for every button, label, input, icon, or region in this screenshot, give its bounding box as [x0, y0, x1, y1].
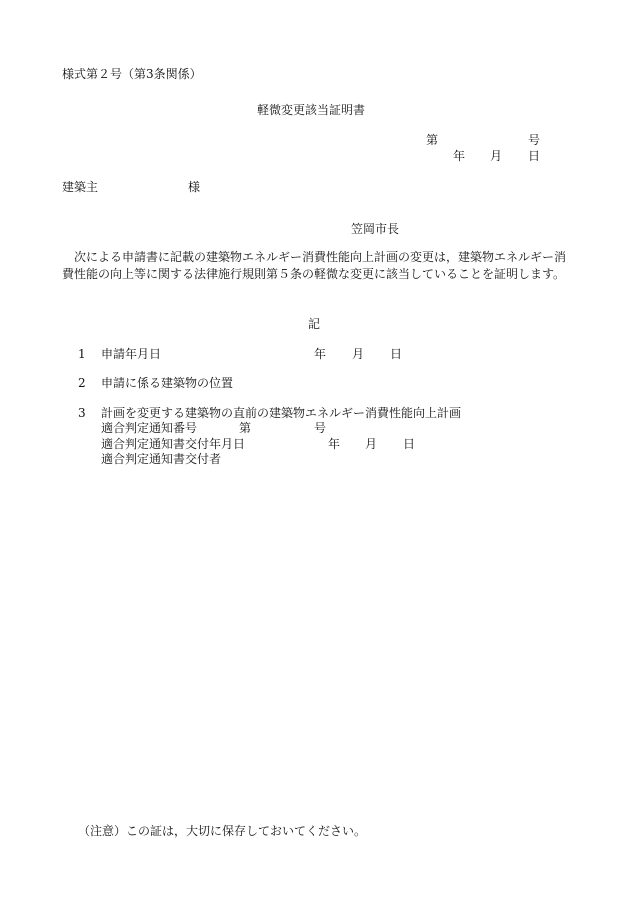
item-3-label: 計画を変更する建築物の直前の建築物エネルギー消費性能向上計画 [101, 406, 462, 420]
issue-date-label: 適合判定通知書交付年月日 [101, 437, 246, 451]
note-text: （注意）この証は，大切に保存しておいてください。 [78, 824, 367, 838]
notice-number-label: 適合判定通知番号 [101, 421, 198, 435]
issuer-label: 適合判定通知書交付者 [101, 452, 222, 466]
addressee-honorific: 様 [188, 180, 201, 194]
notice-number-prefix: 第 [239, 421, 252, 435]
document-title: 軽微変更該当証明書 [257, 103, 366, 117]
issue-date-day: 日 [403, 437, 416, 451]
date-day: 日 [528, 149, 541, 163]
item-1-number: 1 [78, 347, 86, 361]
item-2-number: 2 [78, 376, 86, 390]
notice-number-suffix: 号 [314, 421, 327, 435]
number-prefix: 第 [426, 133, 439, 147]
item-2-label: 申請に係る建築物の位置 [101, 376, 234, 390]
item-1-year: 年 [314, 347, 327, 361]
date-month: 月 [490, 149, 503, 163]
item-3-number: 3 [78, 406, 86, 420]
date-year: 年 [453, 149, 466, 163]
item-1-day: 日 [390, 347, 403, 361]
issuer-name: 笠岡市長 [351, 222, 400, 236]
issue-date-year: 年 [328, 437, 341, 451]
certificate-body-text: 次による申請書に記載の建築物エネルギー消費性能向上計画の変更は，建築物エネルギー消費性能の向上等に関する法律施行規則第５条の軽微な変更に該当していることを証明します。 [62, 250, 567, 281]
form-label: 様式第２号（第3条関係） [62, 67, 202, 81]
number-suffix: 号 [528, 133, 541, 147]
addressee-label: 建築主 [62, 180, 99, 194]
issue-date-month: 月 [365, 437, 378, 451]
ki-heading: 記 [308, 317, 321, 331]
item-1-label: 申請年月日 [101, 347, 162, 361]
item-1-month: 月 [352, 347, 365, 361]
